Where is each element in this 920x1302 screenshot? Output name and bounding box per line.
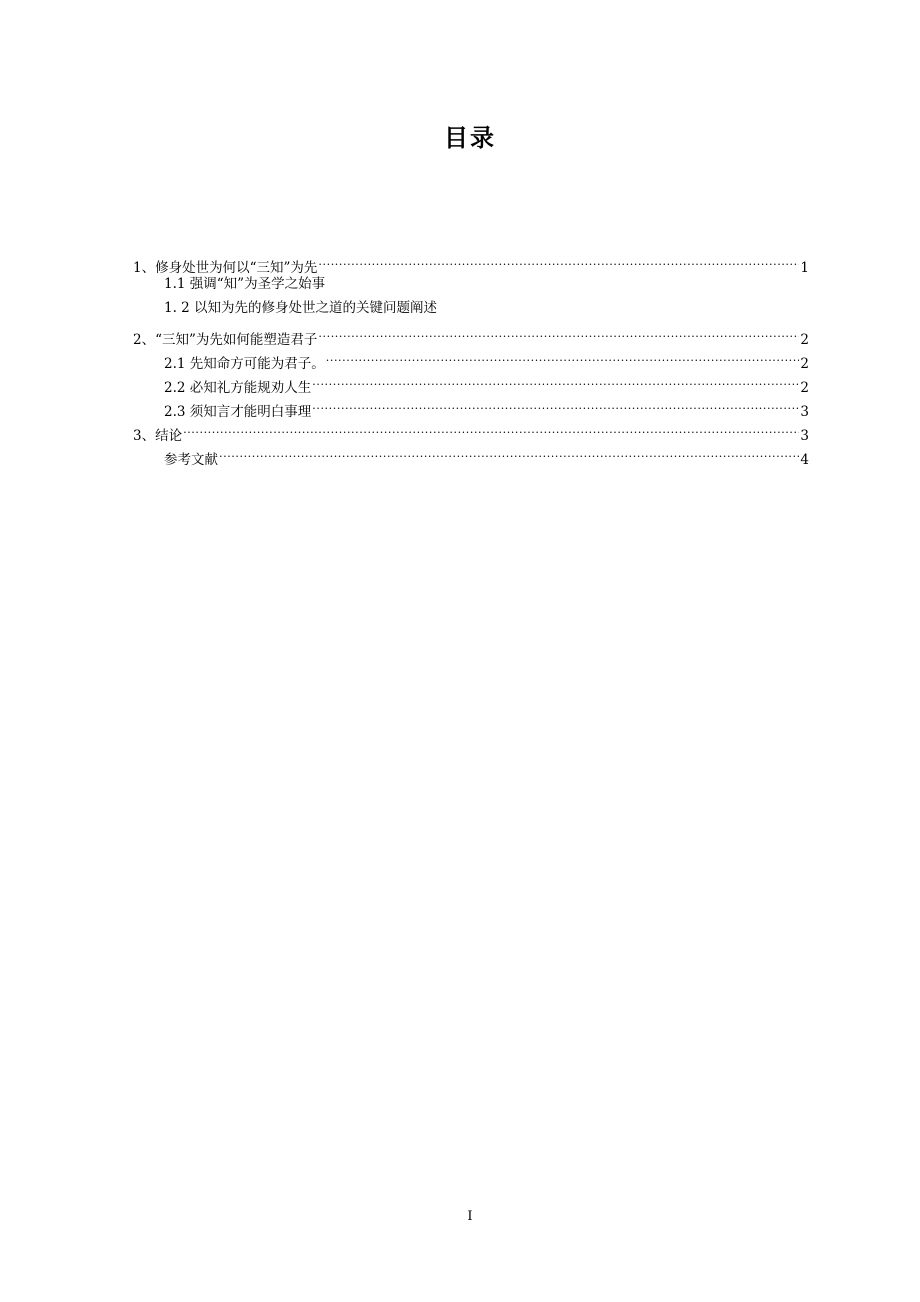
page-title: 目录 bbox=[444, 124, 496, 152]
toc-entry-1[interactable] bbox=[133, 248, 809, 276]
toc-entry-text: 3、结论 bbox=[133, 428, 183, 444]
toc-leader-dots bbox=[326, 344, 800, 368]
toc-entry-text: 1、修身处世为何以“三知”为先 bbox=[133, 260, 318, 276]
toc-entry-text: 2、“三知”为先如何能塑造君子 bbox=[133, 332, 318, 348]
toc-leader-dots bbox=[318, 248, 799, 272]
toc-entry-text: 1.1 强调“知”为圣学之始事 bbox=[164, 276, 326, 292]
toc-entry-1-2[interactable] bbox=[133, 296, 809, 320]
toc-entry-text: 2.2 必知礼方能规劝人生 bbox=[164, 380, 312, 396]
toc-leader-dots bbox=[318, 320, 799, 344]
toc-entry-page: 1 bbox=[800, 260, 809, 276]
toc-entry-page: 2 bbox=[800, 356, 809, 372]
toc-entry-page: 2 bbox=[800, 380, 809, 396]
table-of-contents bbox=[133, 248, 809, 468]
toc-entry-2[interactable] bbox=[133, 320, 809, 348]
toc-entry-1-1[interactable] bbox=[133, 272, 809, 296]
toc-entry-page: 2 bbox=[800, 332, 809, 348]
toc-leader-dots bbox=[312, 392, 799, 416]
toc-entry-references[interactable] bbox=[133, 440, 809, 468]
toc-entry-page: 4 bbox=[800, 452, 809, 468]
toc-entry-text: 参考文献 bbox=[164, 452, 218, 468]
toc-entry-page: 3 bbox=[800, 428, 809, 444]
toc-leader-dots bbox=[219, 440, 799, 464]
toc-entry-text: 2.3 须知言才能明白事理 bbox=[164, 404, 312, 420]
toc-entry-3[interactable] bbox=[133, 416, 809, 444]
page-number: I bbox=[467, 1209, 473, 1224]
toc-entry-text: 2.1 先知命方可能为君子。 bbox=[164, 356, 325, 372]
toc-entry-text: 1. 2 以知为先的修身处世之道的关键问题阐述 bbox=[164, 300, 438, 316]
toc-leader-dots bbox=[312, 368, 799, 392]
toc-entry-page: 3 bbox=[800, 404, 809, 420]
toc-leader-dots bbox=[183, 416, 799, 440]
